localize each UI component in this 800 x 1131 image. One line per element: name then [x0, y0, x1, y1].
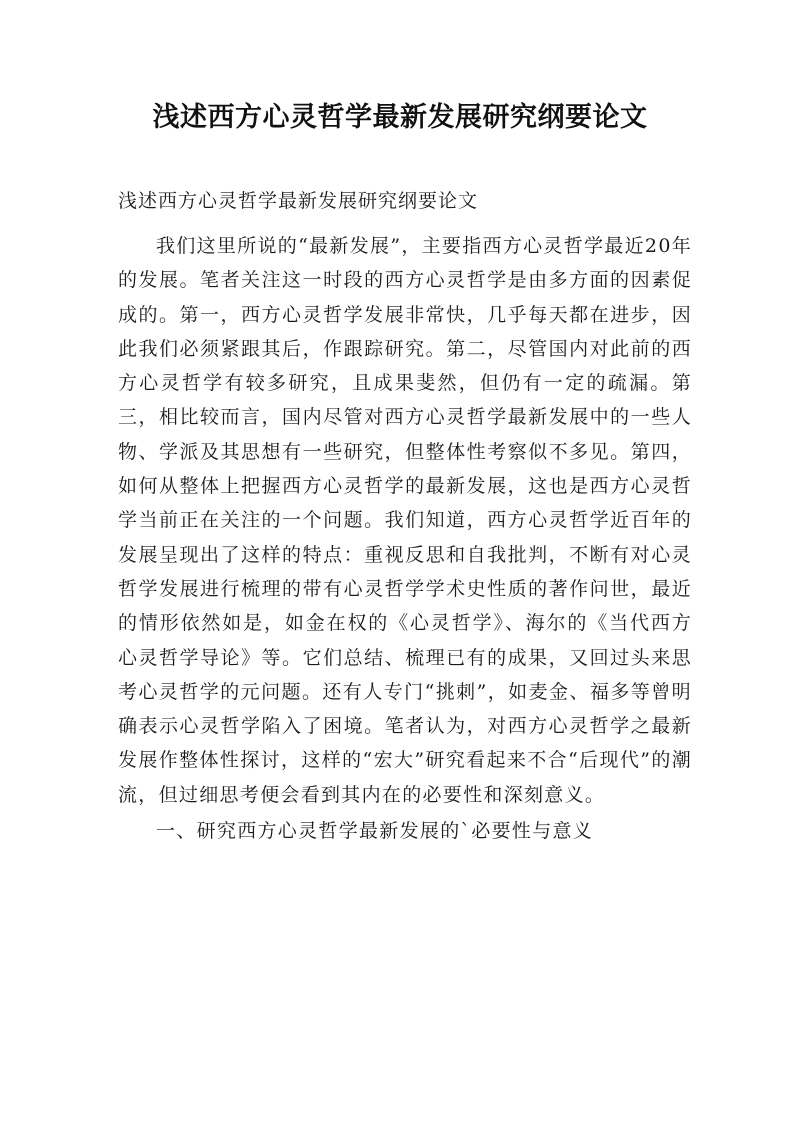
body-paragraph: 我们这里所说的“最新发展”，主要指西方心灵哲学最近20年的发展。笔者关注这一时段的西方心灵哲学是由多方面的因素促成的。第一，西方心灵哲学发展非常快，几乎每天都在进步，因此我们必须紧跟其后，作跟踪研究。第二，尽管国内对此前的西方心灵哲学有较多研究，且成果斐然，但仍有一定的疏漏。第三，相比较而言，国内尽管对西方心灵哲学最新发展中的一些人物、学派及其思想有一些研究，但整体性考察似不多见。第四，如何从整体上把握西方心灵哲学的最新发展，这也是西方心灵哲学当前正在关注的一个问题。我们知道，西方心灵哲学近百年的发展呈现出了这样的特点：重视反思和自我批判，不断有对心灵哲学发展进行梳理的带有心灵哲学学术史性质的著作问世，最近的情形依然如是，如金在权的《心灵哲学》、海尔的《当代西方心灵哲学导论》等。它们总结、梳理已有的成果，又回过头来思考心灵哲学的元问题。还有人专门“挑刺”，如麦金、福多等曾明确表示心灵哲学陷入了困境。笔者认为，对西方心灵哲学之最新发展作整体性探讨，这样的“宏大”研究看起来不合“后现代”的潮流，但过细思考便会看到其内在的必要性和深刻意义。 [118, 235, 693, 806]
document-title: 浅述西方心灵哲学最新发展研究纲要论文 [152, 102, 648, 133]
document-body [118, 229, 692, 848]
document-subtitle: 浅述西方心灵哲学最新发展研究纲要论文 [118, 190, 479, 212]
section-heading: 一、研究西方心灵哲学最新发展的`必要性与意义 [156, 820, 594, 843]
